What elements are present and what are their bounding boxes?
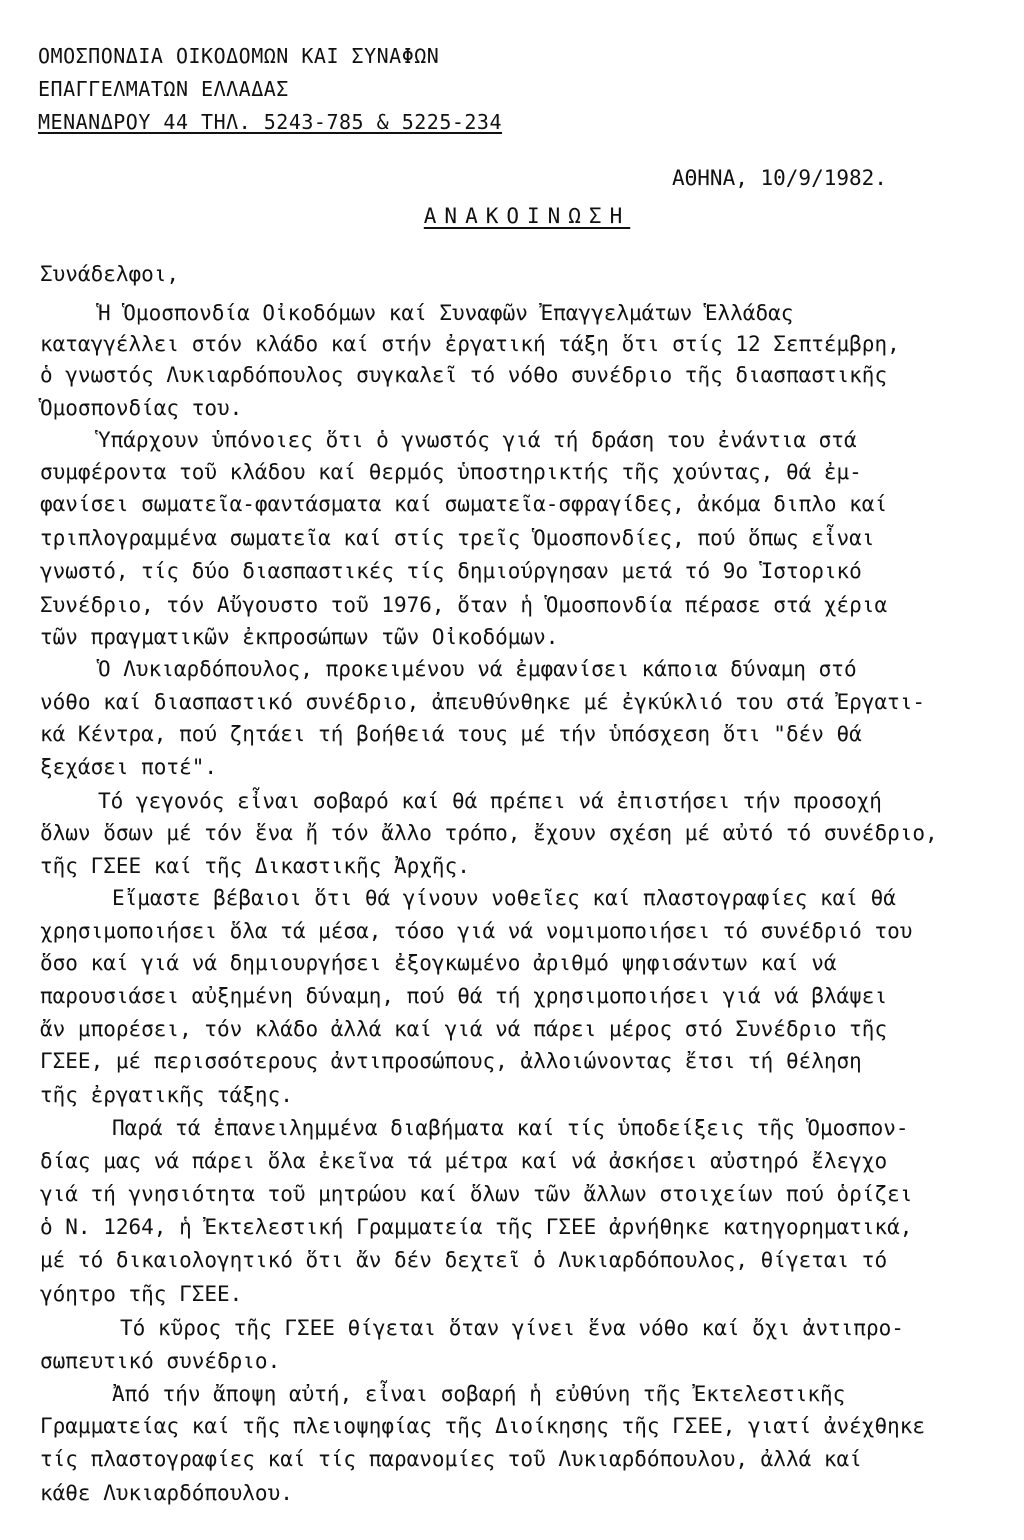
- body-line: ὁ Ν. 1264, ἡ Ἐκτελεστική Γραμματεία τῆς ΓΣΕΕ ἀρνήθηκε κατηγορηματικά,: [40, 1215, 913, 1239]
- body-line: ἄν μπορέσει, τόν κλάδο ἀλλά καί γιά νά πάρει μέρος στό Συνέδριο τῆς: [40, 1017, 888, 1041]
- body-line: Ὁμοσπονδίας του.: [40, 396, 243, 420]
- body-line: νόθο καί διασπαστικό συνέδριο, ἀπευθύνθηκε μέ ἐγκύκλιό του στά Ἐργατι-: [40, 690, 926, 714]
- body-line: φανίσει σωματεῖα-φαντάσματα καί σωματεῖα-σφραγίδες, ἀκόμα διπλο καί: [40, 492, 888, 516]
- body-line: σωπευτικό συνέδριο.: [40, 1349, 281, 1373]
- body-line: Τό γεγονός εἶναι σοβαρό καί θά πρέπει νά ἐπιστήσει τήν προσοχή: [98, 789, 882, 813]
- body-line: Ἡ Ὁμοσπονδία Οἰκοδόμων καί Συναφῶν Ἐπαγγελμάτων Ἑλλάδας: [98, 301, 794, 325]
- body-line: κά Κέντρα, πού ζητάει τή βοήθειά τους μέ τήν ὑπόσχεση ὅτι "δέν θά: [40, 722, 862, 746]
- salutation: Συνάδελφοι,: [40, 262, 180, 286]
- body-line: τῶν πραγματικῶν ἐκπροσώπων τῶν Οἰκοδόμων.: [40, 625, 559, 649]
- body-line: χρησιμοποιήσει ὅλα τά μέσα, τόσο γιά νά νομιμοποιήσει τό συνέδριό του: [40, 919, 913, 943]
- letterhead: [38, 40, 502, 139]
- body-line: Γραμματείας καί τῆς πλειοψηφίας τῆς Διοίκησης τῆς ΓΣΕΕ, γιατί ἀνέχθηκε: [40, 1414, 926, 1438]
- letterhead-line-1: ΟΜΟΣΠΟΝΔΙΑ ΟΙΚΟΔΟΜΩΝ ΚΑΙ ΣΥΝΑΦΩΝ: [38, 44, 440, 68]
- body-line: Ὑπάρχουν ὑπόνοιες ὅτι ὁ γνωστός γιά τή δράση του ἐνάντια στά: [98, 428, 857, 452]
- body-line: Ὁ Λυκιαρδόπουλος, προκειμένου νά ἐμφανίσει κάποια δύναμη στό: [98, 657, 857, 681]
- body-line: Ἀπό τήν ἄποψη αὐτή, εἶναι σοβαρή ἡ εὐθύνη τῆς Ἐκτελεστικῆς: [112, 1382, 846, 1406]
- body-line: Εἴμαστε βέβαιοι ὅτι θά γίνουν νοθεῖες καί πλαστογραφίες καί θά: [112, 886, 896, 910]
- body-line: γνωστό, τίς δύο διασπαστικές τίς δημιούργησαν μετά τό 9ο Ἱστορικό: [40, 559, 862, 583]
- letterhead-address: ΜΕΝΑΝΔΡΟΥ 44 ΤΗΛ. 5243-785 & 5225-234: [38, 110, 503, 134]
- body-line: τῆς ΓΣΕΕ καί τῆς Δικαστικῆς Ἀρχῆς.: [40, 854, 470, 878]
- body-line: συμφέροντα τοῦ κλάδου καί θερμός ὑποστηρικτής τῆς χούντας, θά ἐμ-: [40, 460, 862, 484]
- body-line: δίας μας νά πάρει ὅλα ἐκεῖνα τά μέτρα καί νά ἀσκήσει αὐστηρό ἔλεγχο: [40, 1149, 888, 1173]
- body-line: Τό κῦρος τῆς ΓΣΕΕ θίγεται ὅταν γίνει ἕνα νόθο καί ὄχι ἀντιπρο-: [120, 1316, 904, 1340]
- body-line: κάθε Λυκιαρδόπουλου.: [40, 1481, 293, 1505]
- body-line: ὅλων ὅσων μέ τόν ἕνα ἤ τόν ἄλλο τρόπο, ἔχουν σχέση μέ αὐτό τό συνέδριο,: [40, 821, 938, 845]
- body-line: ὅσο καί γιά νά δημιουργήσει ἐξογκωμένο ἀριθμό ψηφισάντων καί νά: [40, 951, 837, 975]
- document-date: ΑΘΗΝΑ, 10/9/1982.: [672, 166, 887, 190]
- body-line: τῆς ἐργατικῆς τάξης.: [40, 1083, 293, 1107]
- body-line: γόητρο τῆς ΓΣΕΕ.: [40, 1282, 243, 1306]
- body-line: ὁ γνωστός Λυκιαρδόπουλος συγκαλεῖ τό νόθο συνέδριο τῆς διασπαστικῆς: [40, 363, 888, 387]
- body-line: γιά τή γνησιότητα τοῦ μητρώου καί ὅλων τῶν ἄλλων στοιχείων πού ὁρίζει: [40, 1182, 913, 1206]
- body-line: ξεχάσει ποτέ".: [40, 755, 218, 779]
- body-line: τριπλογραμμένα σωματεῖα καί στίς τρεῖς Ὁμοσπονδίες, πού ὅπως εἶναι: [40, 526, 875, 550]
- document-title: ΑΝΑΚΟΙΝΩΣΗ: [423, 204, 631, 228]
- body-line: καταγγέλλει στόν κλάδο καί στήν ἐργατική τάξη ὅτι στίς 12 Σεπτέμβρη,: [40, 332, 900, 356]
- body-line: Παρά τά ἐπανειλημμένα διαβήματα καί τίς ὑποδείξεις τῆς Ὁμοσπον-: [112, 1116, 909, 1140]
- body-line: τίς πλαστογραφίες καί τίς παρανομίες τοῦ Λυκιαρδόπουλου, ἀλλά καί: [40, 1447, 862, 1471]
- letterhead-line-2: ΕΠΑΓΓΕΛΜΑΤΩΝ ΕΛΛΑΔΑΣ: [38, 77, 289, 101]
- body-line: Συνέδριο, τόν Αὔγουστο τοῦ 1976, ὅταν ἡ Ὁμοσπονδία πέρασε στά χέρια: [40, 593, 888, 617]
- body-line: ΓΣΕΕ, μέ περισσότερους ἀντιπροσώπους, ἀλλοιώνοντας ἔτσι τή θέληση: [40, 1049, 862, 1073]
- body-line: μέ τό δικαιολογητικό ὅτι ἄν δέν δεχτεῖ ὁ Λυκιαρδόπουλος, θίγεται τό: [40, 1248, 888, 1272]
- body-line: παρουσιάσει αὐξημένη δύναμη, πού θά τή χρησιμοποιήσει γιά νά βλάψει: [40, 984, 888, 1008]
